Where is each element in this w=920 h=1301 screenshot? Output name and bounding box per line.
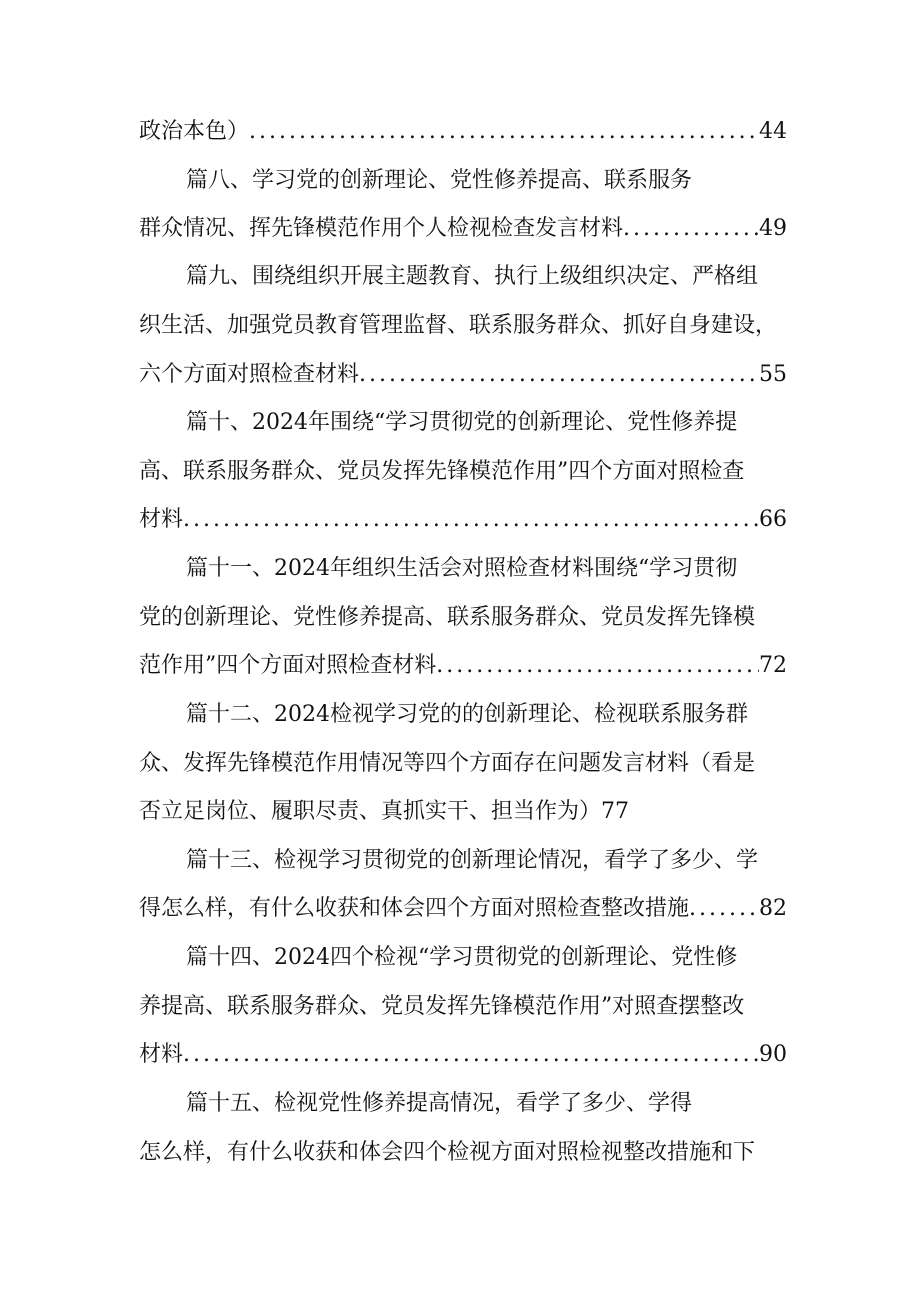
toc-entry-line: [139, 112, 787, 152]
toc-entry-line: [139, 209, 787, 249]
toc-entry-text: 党的创新理论、党性修养提高、联系服务群众、党员发挥先锋模: [139, 605, 756, 630]
toc-entry-line: [139, 1035, 787, 1075]
toc-entry-line: [139, 306, 787, 346]
toc-entry-text: 政治本色）: [139, 119, 250, 144]
toc-page-number: 77: [601, 799, 630, 824]
toc-entry-line: [186, 549, 787, 589]
toc-page-number: 55: [759, 362, 787, 387]
toc-entry-text: 篇十二、2024检视学习党的的创新理论、检视联系服务群: [186, 702, 748, 727]
toc-entry-text: 怎么样，有什么收获和体会四个检视方面对照检视整改措施和下: [139, 1140, 756, 1165]
dot-leader: [249, 112, 759, 152]
toc-page-number: 49: [759, 216, 787, 241]
toc-entry-line: [186, 403, 787, 443]
toc-entry-text: 高、联系服务群众、党员发挥先锋模范作用”四个方面对照检查: [139, 459, 745, 484]
dot-leader: [436, 646, 759, 686]
toc-entry-line: [186, 938, 787, 978]
toc-entry-line: [139, 452, 787, 492]
toc-entry-line: [186, 161, 787, 201]
toc-entry-text: 材料: [139, 507, 184, 532]
toc-entry-line: [139, 792, 787, 832]
toc-entry-line: [139, 744, 787, 784]
toc-page-number: 90: [759, 1042, 787, 1067]
toc-page-number: 72: [759, 653, 787, 678]
dot-leader: [689, 889, 759, 929]
toc-entry-line: [139, 987, 787, 1027]
toc-entry-text: 众、发挥先锋模范作用情况等四个方面存在问题发言材料（看是: [139, 751, 756, 776]
dot-leader: [623, 209, 759, 249]
toc-entry-text: 织生活、加强党员教育管理监督、联系服务群众、抓好自身建设，: [139, 313, 778, 338]
toc-entry-text: 篇十四、2024四个检视“学习贯彻党的创新理论、党性修: [186, 945, 738, 970]
toc-page-number: 82: [759, 896, 787, 921]
toc-entry-line: [139, 355, 787, 395]
toc-entry-text: 群众情况、挥先锋模范作用个人检视检查发言材料: [139, 216, 624, 241]
toc-entry-text: 否立足岗位、履职尽责、真抓实干、担当作为）: [139, 799, 602, 824]
toc-entry-line: [186, 1084, 787, 1124]
toc-entry-text: 篇十三、检视学习贯彻党的创新理论情况，看学了多少、学: [186, 848, 759, 873]
toc-entry-text: 篇十五、检视党性修养提高情况，看学了多少、学得: [186, 1091, 693, 1116]
dot-leader: [359, 355, 759, 395]
toc-entry-text: 篇十、2024年围绕“学习贯彻党的创新理论、党性修养提: [186, 410, 738, 435]
toc-entry-text: 材料: [139, 1042, 184, 1067]
toc-page-number: 44: [759, 119, 787, 144]
toc-entry-text: 篇八、学习党的创新理论、党性修养提高、联系服务: [186, 168, 693, 193]
toc-entry-line: [139, 646, 787, 686]
toc-entry-text: 养提高、联系服务群众、党员发挥先锋模范作用”对照查摆整改: [139, 994, 745, 1019]
toc-entry-line: [139, 1133, 787, 1173]
toc-entry-line: [139, 598, 787, 638]
toc-entry-text: 篇十一、2024年组织生活会对照检查材料围绕“学习贯彻: [186, 556, 738, 581]
toc-entry-text: 篇九、围绕组织开展主题教育、执行上级组织决定、严格组: [186, 264, 759, 289]
toc-entry-text: 六个方面对照检查材料: [139, 362, 360, 387]
toc-entry-line: [186, 257, 787, 297]
toc-entry-line: [139, 500, 787, 540]
toc-entry-line: [139, 889, 787, 929]
dot-leader: [183, 1035, 759, 1075]
dot-leader: [183, 500, 759, 540]
toc-entry-line: [186, 695, 787, 735]
toc-page-number: 66: [759, 507, 787, 532]
toc-entry-line: [186, 841, 787, 881]
toc-entry-text: 得怎么样，有什么收获和体会四个方面对照检查整改措施: [139, 896, 690, 921]
toc-entry-text: 范作用”四个方面对照检查材料: [139, 653, 437, 678]
